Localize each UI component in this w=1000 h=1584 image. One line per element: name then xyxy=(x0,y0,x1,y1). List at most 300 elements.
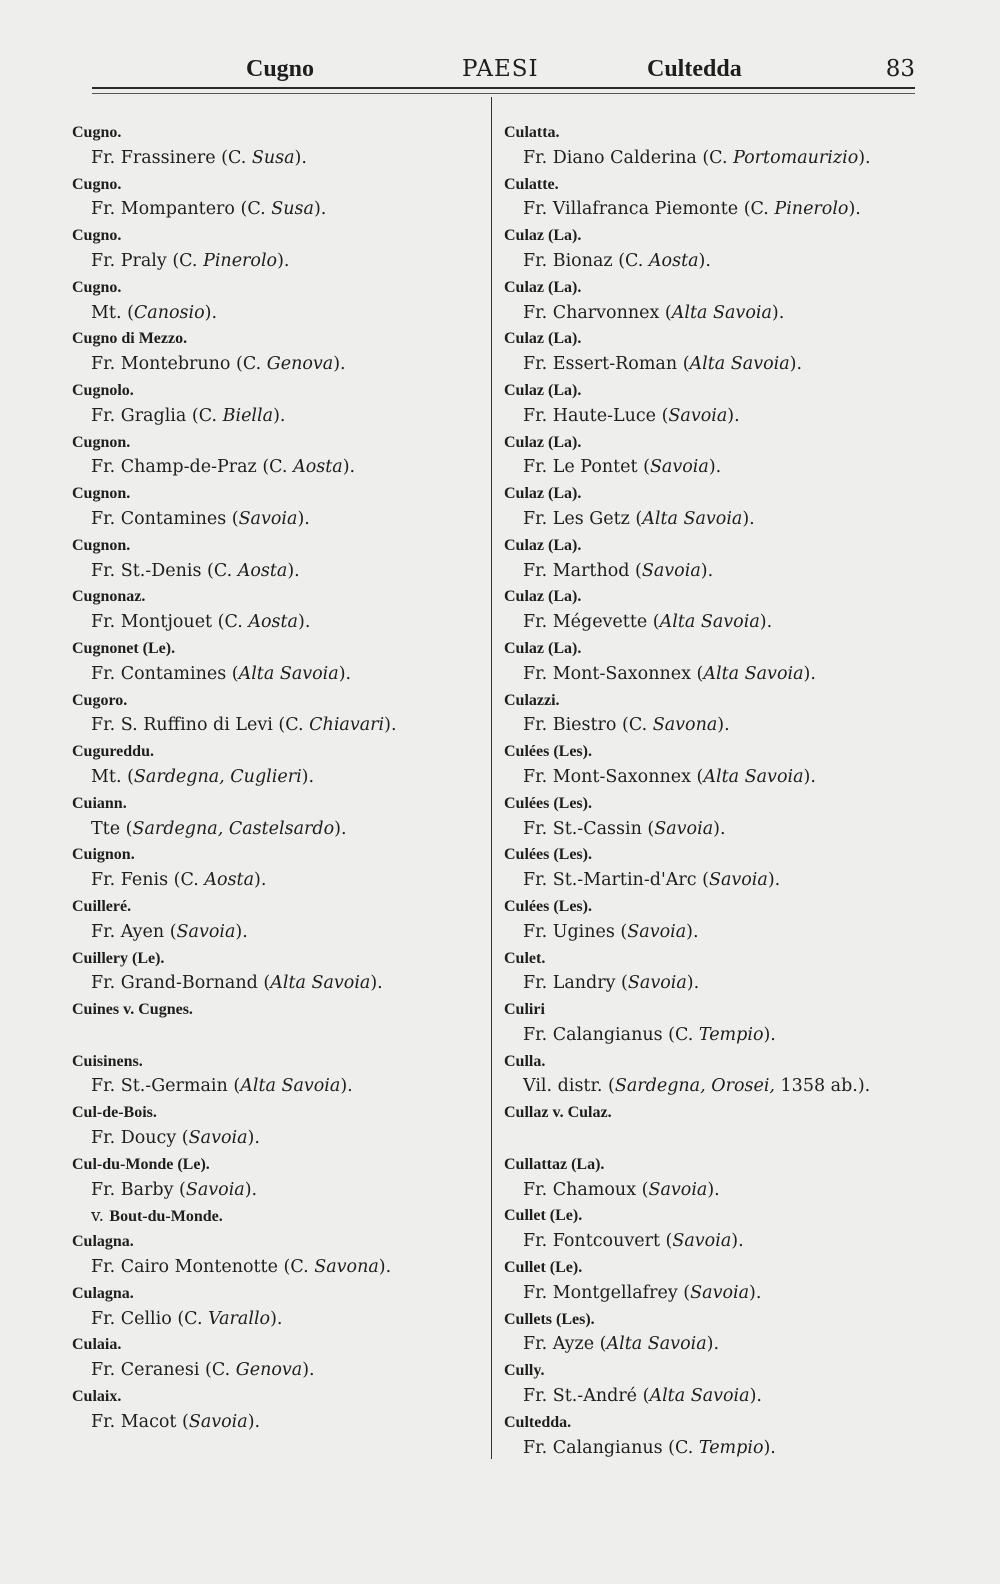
gazetteer-entry xyxy=(72,430,482,482)
location-region: Savoia xyxy=(176,921,236,942)
entry-headword: Cugoro. xyxy=(72,691,128,709)
location-region: Sardegna, Cuglieri xyxy=(133,766,302,787)
entry-headword: Cugno. xyxy=(72,278,122,296)
location-suffix: ). xyxy=(247,1128,260,1149)
location-suffix: ). xyxy=(270,1308,283,1329)
location-region: Savoia xyxy=(188,1128,248,1149)
location-suffix: ). xyxy=(313,199,327,220)
location-suffix: ). xyxy=(378,1257,392,1278)
location-type: Fr. Montgellafrey ( xyxy=(523,1282,691,1303)
location-region: Sardegna, Castelsardo xyxy=(132,818,335,839)
location-type: Fr. Ayze ( xyxy=(523,1334,607,1355)
location-type: Fr. Ugines ( xyxy=(523,921,628,942)
location-suffix: ). xyxy=(302,1360,315,1381)
header-first-entry: Cugno xyxy=(246,56,315,82)
entry-headword: Culaz (La). xyxy=(504,381,582,399)
location-type: Fr. St.-Denis (C. xyxy=(91,560,238,581)
location-type: Fr. S. Ruffino di Levi (C. xyxy=(91,715,310,736)
gazetteer-entry xyxy=(504,688,934,740)
entry-headword: Cugnon. xyxy=(72,536,131,554)
gazetteer-entry xyxy=(72,1384,482,1436)
entry-headword: Culaz (La). xyxy=(504,639,582,657)
entry-headword: Culet. xyxy=(504,949,546,967)
gazetteer-entry xyxy=(72,946,482,998)
location-region: Savoia xyxy=(627,973,687,994)
entry-location xyxy=(504,559,934,585)
entry-location xyxy=(72,352,482,378)
gazetteer-entry xyxy=(72,1100,482,1152)
location-type: Fr. St.-Germain ( xyxy=(91,1076,241,1097)
entry-location xyxy=(504,301,934,327)
entry-location xyxy=(504,507,934,533)
location-region: Savoia xyxy=(690,1282,750,1303)
entry-headword: Culaz (La). xyxy=(504,278,582,296)
entry-headword: Cullattaz (La). xyxy=(504,1155,605,1173)
entry-location xyxy=(504,662,934,688)
location-region: Aosta xyxy=(248,612,298,633)
location-region: Varallo xyxy=(208,1308,271,1329)
location-suffix: ). xyxy=(700,560,714,581)
entry-headword: Cultedda. xyxy=(504,1413,572,1431)
location-suffix: ). xyxy=(713,818,726,839)
entry-headword: Culatte. xyxy=(504,175,559,193)
gazetteer-entry xyxy=(72,223,482,275)
entry-headword: Cugnonet (Le). xyxy=(72,639,176,657)
gazetteer-entry xyxy=(72,584,482,636)
location-type: Fr. St.-André ( xyxy=(523,1386,650,1407)
location-region: Savoia xyxy=(238,508,298,529)
location-suffix: ). xyxy=(771,302,785,323)
entry-headword: Cul-de-Bois. xyxy=(72,1104,157,1122)
location-region: Alta Savoia xyxy=(642,508,743,529)
location-region: Alta Savoia xyxy=(659,612,760,633)
entry-location xyxy=(72,817,482,843)
location-type: Vil. distr. ( xyxy=(523,1076,615,1097)
location-suffix: ). xyxy=(698,250,711,271)
location-type: Fr. St.-Martin-d'Arc ( xyxy=(523,870,709,891)
gazetteer-entry xyxy=(504,533,934,585)
left-column xyxy=(72,120,482,1436)
header-rule xyxy=(92,87,915,89)
location-suffix: ). xyxy=(254,870,267,891)
location-type: Fr. Diano Calderina (C. xyxy=(523,147,734,168)
gazetteer-entry xyxy=(72,688,482,740)
location-suffix: 1358 ab.). xyxy=(774,1076,871,1097)
location-region: Tempio xyxy=(698,1024,764,1045)
location-region: Sardegna, Orosei, xyxy=(614,1076,775,1097)
entry-location xyxy=(504,1436,934,1462)
gazetteer-entry xyxy=(72,120,482,172)
entry-headword: Culaz (La). xyxy=(504,485,582,503)
location-type: Fr. Graglia (C. xyxy=(91,405,223,426)
entry-location xyxy=(72,146,482,172)
location-suffix: ). xyxy=(717,715,730,736)
entry-headword: Culaz (La). xyxy=(504,536,582,554)
entry-headword: Cul-du-Monde (Le). xyxy=(72,1155,210,1173)
location-type: Fr. Haute-Luce ( xyxy=(523,405,669,426)
location-suffix: ). xyxy=(294,147,307,168)
location-type: Fr. Ayen ( xyxy=(91,921,177,942)
location-suffix: ). xyxy=(301,766,315,787)
gazetteer-entry xyxy=(504,791,934,843)
location-suffix: ). xyxy=(803,766,816,787)
location-suffix: ). xyxy=(767,870,781,891)
location-suffix: ). xyxy=(297,508,310,529)
location-type: Fr. Mompantero (C. xyxy=(91,199,272,220)
gazetteer-entry xyxy=(72,326,482,378)
entry-headword: Culatta. xyxy=(504,124,560,141)
location-suffix: ). xyxy=(334,818,347,839)
location-type: Fr. Doucy ( xyxy=(91,1128,189,1149)
header-rule-thin xyxy=(92,93,915,94)
location-region: Alta Savoia xyxy=(689,354,790,375)
entry-headword: Culiri xyxy=(504,1001,545,1019)
location-suffix: ). xyxy=(763,1437,776,1458)
location-suffix: ). xyxy=(848,199,861,220)
gazetteer-entry xyxy=(72,1229,482,1281)
entry-location xyxy=(72,1307,482,1333)
entry-location xyxy=(504,1178,934,1204)
right-column xyxy=(504,120,934,1461)
location-type: Fr. Chamoux ( xyxy=(523,1179,649,1200)
entry-headword: Cuiann. xyxy=(72,794,127,812)
location-suffix: ). xyxy=(235,921,248,942)
entry-location xyxy=(72,404,482,430)
location-suffix: ). xyxy=(244,1179,258,1200)
location-region: Genova xyxy=(235,1360,303,1381)
location-suffix: ). xyxy=(384,715,397,736)
gazetteer-entry xyxy=(72,378,482,430)
entry-headword: Cully. xyxy=(504,1362,545,1380)
entry-location xyxy=(504,1229,934,1255)
location-type: Fr. Mont-Saxonnex ( xyxy=(523,663,704,684)
gazetteer-entry xyxy=(72,481,482,533)
entry-headword: Culaz (La). xyxy=(504,588,582,606)
gazetteer-entry xyxy=(504,1100,934,1152)
location-suffix: ). xyxy=(287,560,300,581)
location-type: Fr. Mont-Saxonnex ( xyxy=(523,766,704,787)
location-region: Alta Savoia xyxy=(240,1076,341,1097)
location-suffix: ). xyxy=(731,1231,744,1252)
entry-location xyxy=(72,1255,482,1281)
entry-location xyxy=(504,455,934,481)
location-region: Susa xyxy=(271,199,314,220)
entry-location xyxy=(72,971,482,997)
entry-location xyxy=(504,197,934,223)
location-suffix: ). xyxy=(342,457,356,478)
entry-headword: Culées (Les). xyxy=(504,743,592,761)
location-suffix: ). xyxy=(708,457,722,478)
gazetteer-entry xyxy=(504,842,934,894)
location-suffix: ). xyxy=(340,1076,353,1097)
entry-cross-reference xyxy=(72,1203,482,1229)
gazetteer-entry xyxy=(504,1152,934,1204)
entry-headword: Cullet (Le). xyxy=(504,1207,583,1225)
location-suffix: ). xyxy=(370,973,383,994)
entry-headword: Culagna. xyxy=(72,1233,134,1251)
location-region: Savoia xyxy=(649,457,709,478)
location-region: Aosta xyxy=(204,870,255,891)
entry-headword: Cullaz v. Culaz. xyxy=(504,1104,612,1122)
location-type: Fr. Les Getz ( xyxy=(523,508,643,529)
location-type: Fr. Calangianus (C. xyxy=(523,1024,699,1045)
entry-location xyxy=(504,765,934,791)
gazetteer-entry xyxy=(72,842,482,894)
location-type: Fr. St.-Cassin ( xyxy=(523,818,655,839)
entry-headword: Cugnonaz. xyxy=(72,588,146,606)
entry-location xyxy=(504,352,934,378)
entry-location xyxy=(504,868,934,894)
entry-location xyxy=(504,1332,934,1358)
gazetteer-entry xyxy=(72,1281,482,1333)
location-suffix: ). xyxy=(686,921,699,942)
location-region: Pinerolo xyxy=(203,250,278,271)
entry-location xyxy=(72,1358,482,1384)
location-region: Portomaurizio xyxy=(733,147,859,168)
location-type: Mt. ( xyxy=(91,302,134,323)
gazetteer-entry xyxy=(504,1049,934,1101)
entry-location xyxy=(72,1074,482,1100)
see-target: Bout-du-Monde. xyxy=(109,1208,223,1226)
entry-headword: Cugnolo. xyxy=(72,381,134,399)
location-suffix: ). xyxy=(858,147,871,168)
location-region: Canosio xyxy=(133,302,205,323)
location-region: Savoia xyxy=(668,405,728,426)
gazetteer-entry xyxy=(504,120,934,172)
location-region: Alta Savoia xyxy=(649,1386,750,1407)
location-type: Fr. Essert-Roman ( xyxy=(523,354,690,375)
gazetteer-entry xyxy=(72,894,482,946)
entry-headword: Culées (Les). xyxy=(504,846,592,864)
entry-location xyxy=(72,713,482,739)
location-suffix: ). xyxy=(686,973,700,994)
gazetteer-entry xyxy=(72,739,482,791)
entry-headword: Cuilleré. xyxy=(72,897,132,915)
entry-headword: Cugnon. xyxy=(72,485,131,503)
entry-location xyxy=(72,1410,482,1436)
entry-location xyxy=(72,1126,482,1152)
location-suffix: ). xyxy=(742,508,755,529)
location-suffix: ). xyxy=(273,405,286,426)
gazetteer-entry xyxy=(504,378,934,430)
gazetteer-entry xyxy=(72,1049,482,1101)
location-region: Susa xyxy=(251,147,295,168)
location-region: Savona xyxy=(652,715,718,736)
location-suffix: ). xyxy=(749,1386,762,1407)
entry-location xyxy=(72,662,482,688)
entry-location xyxy=(72,765,482,791)
column-divider xyxy=(491,97,492,1459)
location-suffix: ). xyxy=(247,1411,261,1432)
location-type: Mt. ( xyxy=(91,766,134,787)
location-type: Fr. Landry ( xyxy=(523,973,628,994)
gazetteer-entry xyxy=(72,997,482,1049)
page-number: 83 xyxy=(885,56,915,82)
entry-headword: Cuines v. Cugnes. xyxy=(72,1001,193,1019)
location-region: Savoia xyxy=(672,1231,732,1252)
location-type: Fr. Calangianus (C. xyxy=(523,1437,699,1458)
location-region: Aosta xyxy=(237,560,288,581)
entry-location xyxy=(72,868,482,894)
entry-location xyxy=(504,1023,934,1049)
location-region: Biella xyxy=(222,405,274,426)
entry-location xyxy=(72,920,482,946)
gazetteer-entry xyxy=(504,326,934,378)
gazetteer-entry xyxy=(72,533,482,585)
gazetteer-entry xyxy=(504,894,934,946)
gazetteer-entry xyxy=(504,1358,934,1410)
location-type: Fr. Champ-de-Praz (C. xyxy=(91,457,294,478)
entry-location xyxy=(504,610,934,636)
location-type: Fr. Barby ( xyxy=(91,1179,186,1200)
location-suffix: ). xyxy=(204,302,218,323)
location-type: Fr. Charvonnex ( xyxy=(523,302,672,323)
gazetteer-entry xyxy=(72,1332,482,1384)
entry-location xyxy=(504,817,934,843)
location-suffix: ). xyxy=(789,354,803,375)
gazetteer-entry xyxy=(504,636,934,688)
gazetteer-entry xyxy=(72,275,482,327)
gazetteer-entry xyxy=(72,1152,482,1229)
location-suffix: ). xyxy=(759,612,773,633)
entry-headword: Cugno. xyxy=(72,227,122,245)
location-region: Aosta xyxy=(293,457,343,478)
location-region: Tempio xyxy=(698,1437,764,1458)
gazetteer-entry xyxy=(504,1255,934,1307)
entry-headword: Culaix. xyxy=(72,1388,122,1406)
entry-location xyxy=(504,1074,934,1100)
location-suffix: ). xyxy=(803,663,816,684)
header-section-title: PAESI xyxy=(462,56,539,82)
location-suffix: ). xyxy=(338,663,352,684)
entry-headword: Culagna. xyxy=(72,1284,134,1302)
location-type: Fr. Frassinere (C. xyxy=(91,147,252,168)
location-suffix: ). xyxy=(298,612,311,633)
entry-headword: Culées (Les). xyxy=(504,794,592,812)
gazetteer-entry xyxy=(504,1307,934,1359)
entry-headword: Cuignon. xyxy=(72,846,135,864)
location-region: Pinerolo xyxy=(774,199,849,220)
gazetteer-entry xyxy=(504,1203,934,1255)
location-region: Savoia xyxy=(708,870,768,891)
location-region: Chiavari xyxy=(309,715,385,736)
location-type: Fr. Contamines ( xyxy=(91,508,239,529)
location-suffix: ). xyxy=(706,1334,720,1355)
location-suffix: ). xyxy=(749,1282,762,1303)
entry-headword: Cullets (Les). xyxy=(504,1310,595,1328)
entry-headword: Cugnon. xyxy=(72,433,131,451)
gazetteer-entry xyxy=(504,275,934,327)
entry-location xyxy=(72,559,482,585)
location-type: Fr. Villafranca Piemonte (C. xyxy=(523,199,775,220)
location-type: Fr. Marthod ( xyxy=(523,560,642,581)
location-type: Fr. Montebruno (C. xyxy=(91,354,267,375)
gazetteer-entry xyxy=(504,1410,934,1462)
gazetteer-entry xyxy=(72,636,482,688)
location-region: Savoia xyxy=(648,1179,708,1200)
location-region: Genova xyxy=(266,354,334,375)
see-prefix: v. xyxy=(91,1206,110,1227)
entry-location xyxy=(72,610,482,636)
entry-location xyxy=(504,1281,934,1307)
entry-headword: Cugureddu. xyxy=(72,743,154,761)
gazetteer-entry xyxy=(504,997,934,1049)
location-type: Fr. Montjouet (C. xyxy=(91,612,249,633)
entry-location xyxy=(72,455,482,481)
entry-headword: Cuillery (Le). xyxy=(72,949,165,967)
entry-location xyxy=(72,507,482,533)
gazetteer-entry xyxy=(504,739,934,791)
location-region: Alta Savoia xyxy=(671,302,772,323)
location-region: Alta Savoia xyxy=(270,973,371,994)
location-type: Fr. Mégevette ( xyxy=(523,612,660,633)
location-region: Savoia xyxy=(188,1411,248,1432)
location-type: Fr. Fenis (C. xyxy=(91,870,205,891)
location-type: Fr. Macot ( xyxy=(91,1411,189,1432)
entry-headword: Culaia. xyxy=(72,1336,122,1354)
entry-headword: Cugno di Mezzo. xyxy=(72,330,188,348)
location-region: Savoia xyxy=(654,818,714,839)
entry-headword: Culaz (La). xyxy=(504,227,582,245)
entry-headword: Culées (Les). xyxy=(504,897,592,915)
location-suffix: ). xyxy=(333,354,346,375)
entry-location xyxy=(72,301,482,327)
entry-location xyxy=(504,920,934,946)
gazetteer-entry xyxy=(504,172,934,224)
gazetteer-entry xyxy=(72,791,482,843)
entry-headword: Culla. xyxy=(504,1052,546,1070)
location-type: Fr. Ceranesi (C. xyxy=(91,1360,236,1381)
entry-headword: Culaz (La). xyxy=(504,433,582,451)
entry-location xyxy=(72,197,482,223)
entry-headword: Cuisinens. xyxy=(72,1052,143,1070)
entry-location xyxy=(504,1384,934,1410)
location-region: Alta Savoia xyxy=(703,766,804,787)
location-type: Fr. Bionaz (C. xyxy=(523,250,649,271)
location-region: Aosta xyxy=(648,250,699,271)
entry-location xyxy=(72,249,482,275)
location-type: Tte ( xyxy=(91,818,133,839)
location-region: Savona xyxy=(314,1257,379,1278)
location-type: Fr. Fontcouvert ( xyxy=(523,1231,673,1252)
location-type: Fr. Contamines ( xyxy=(91,663,239,684)
page-header xyxy=(70,50,915,90)
location-region: Savoia xyxy=(185,1179,245,1200)
entry-headword: Cugno. xyxy=(72,124,122,141)
header-last-entry: Cultedda xyxy=(647,56,742,82)
location-type: Fr. Grand-Bornand ( xyxy=(91,973,271,994)
location-suffix: ). xyxy=(727,405,740,426)
location-region: Savoia xyxy=(641,560,701,581)
entry-headword: Cullet (Le). xyxy=(504,1259,583,1277)
location-type: Fr. Cellio (C. xyxy=(91,1308,209,1329)
gazetteer-entry xyxy=(504,481,934,533)
location-type: Fr. Biestro (C. xyxy=(523,715,653,736)
entry-location xyxy=(72,1178,482,1204)
location-type: Fr. Cairo Montenotte (C. xyxy=(91,1257,315,1278)
entry-location xyxy=(504,713,934,739)
entry-headword: Cugno. xyxy=(72,175,122,193)
entry-location xyxy=(504,404,934,430)
location-region: Alta Savoia xyxy=(238,663,339,684)
entry-location xyxy=(504,146,934,172)
gazetteer-entry xyxy=(72,172,482,224)
entry-location xyxy=(504,249,934,275)
location-suffix: ). xyxy=(277,250,290,271)
gazetteer-entry xyxy=(504,584,934,636)
location-region: Alta Savoia xyxy=(606,1334,707,1355)
gazetteer-entry xyxy=(504,223,934,275)
